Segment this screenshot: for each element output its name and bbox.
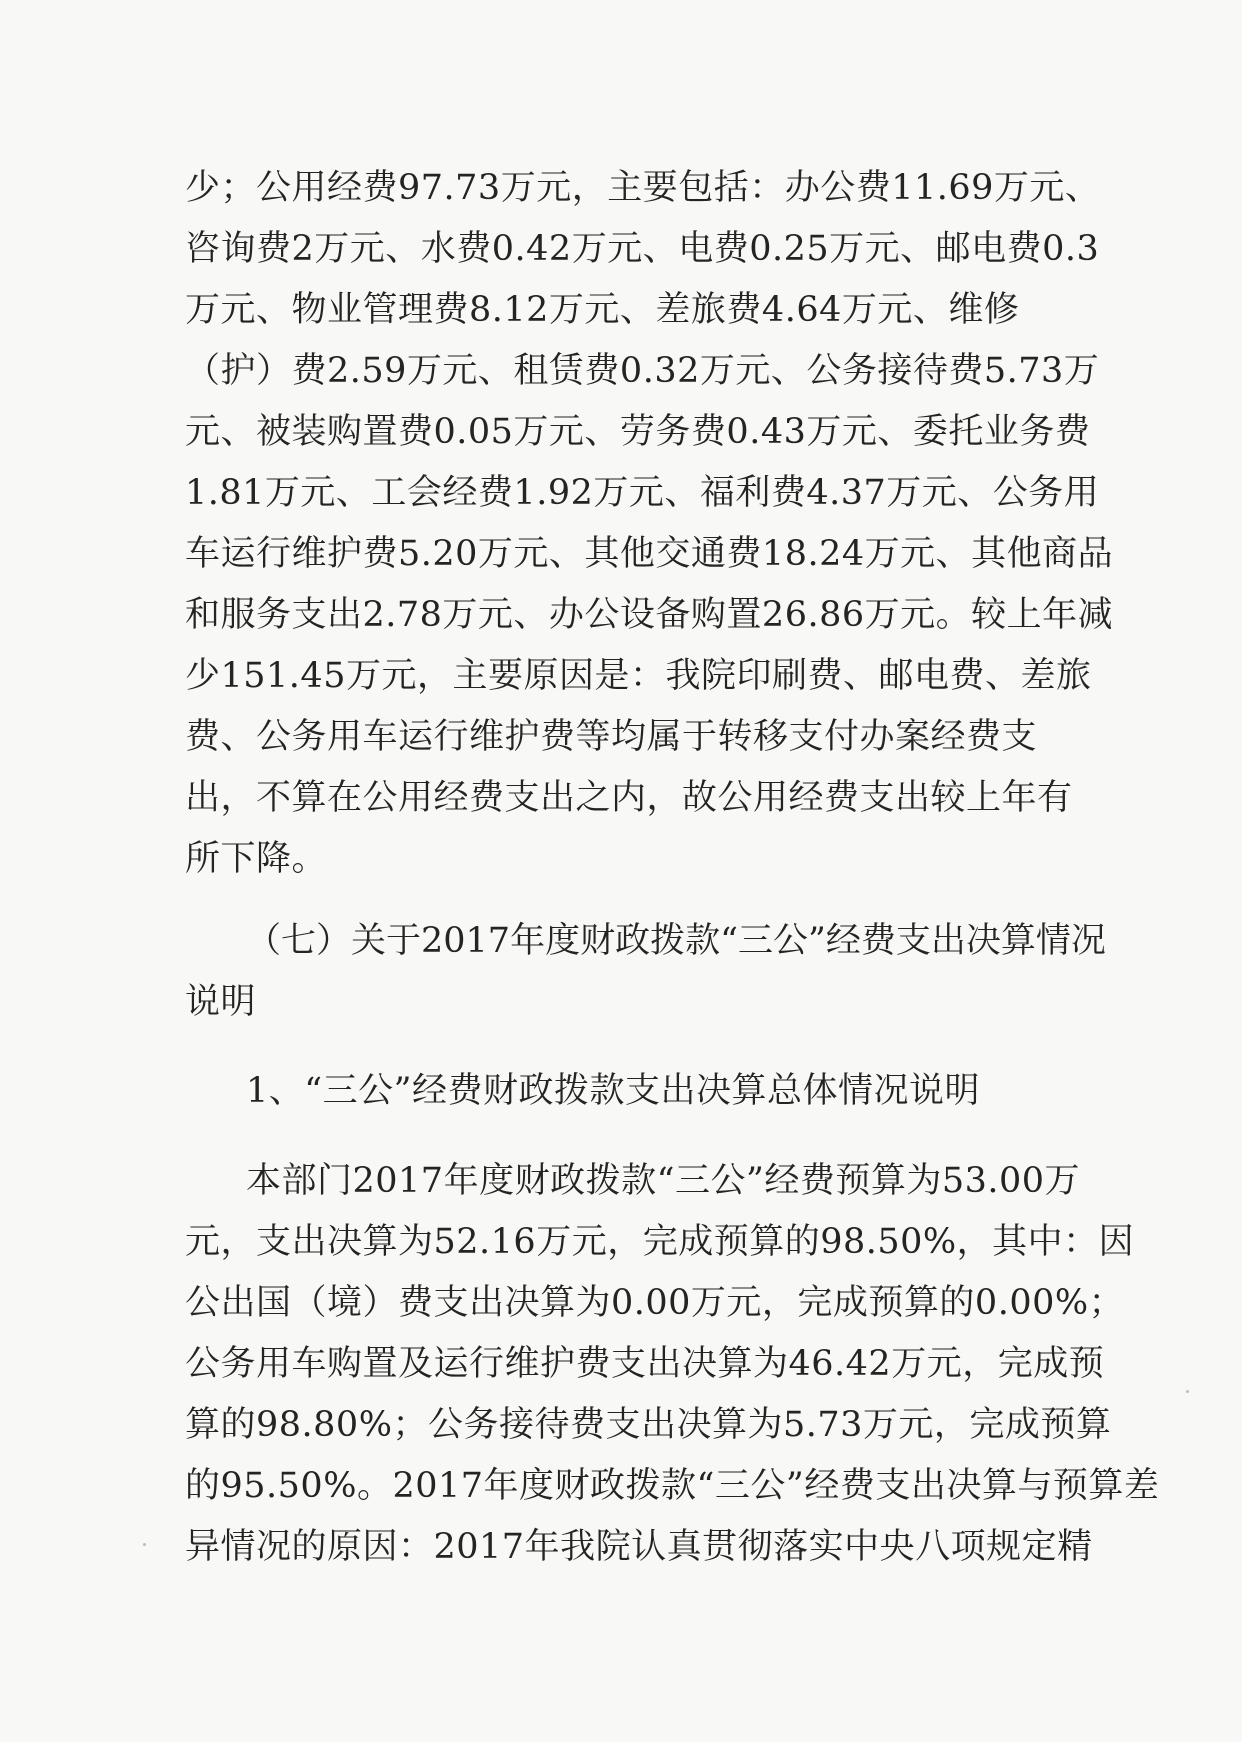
body-line: （护）费2.59万元、租赁费0.32万元、公务接待费5.73万 bbox=[185, 351, 1100, 391]
scan-artifact bbox=[1186, 1390, 1189, 1393]
body-line: 出，不算在公用经费支出之内，故公用经费支出较上年有 bbox=[185, 778, 1073, 818]
body-line: 元、被装购置费0.05万元、劳务费0.43万元、委托业务费 bbox=[185, 412, 1091, 452]
body-line: 公务用车购置及运行维护费支出决算为46.42万元，完成预 bbox=[185, 1344, 1105, 1384]
body-line: 和服务支出2.78万元、办公设备购置26.86万元。较上年减 bbox=[185, 595, 1114, 635]
scan-artifact bbox=[143, 1543, 146, 1546]
body-line: 少；公用经费97.73万元，主要包括：办公费11.69万元、 bbox=[185, 168, 1101, 208]
body-line: 元，支出决算为52.16万元，完成预算的98.50%，其中：因 bbox=[185, 1222, 1135, 1262]
body-line: 1.81万元、工会经费1.92万元、福利费4.37万元、公务用 bbox=[185, 473, 1100, 513]
body-line: 算的98.80%；公务接待费支出决算为5.73万元，完成预算 bbox=[185, 1405, 1112, 1445]
body-line: 所下降。 bbox=[185, 839, 328, 879]
body-line: 少151.45万元，主要原因是：我院印刷费、邮电费、差旅 bbox=[185, 656, 1092, 696]
body-line: 公出国（境）费支出决算为0.00万元，完成预算的0.00%； bbox=[185, 1283, 1125, 1323]
body-line: 费、公务用车运行维护费等均属于转移支付办案经费支 bbox=[185, 717, 1038, 757]
body-line: 本部门2017年度财政拨款“三公”经费预算为53.00万 bbox=[246, 1161, 1081, 1201]
subsection-heading: 1、“三公”经费财政拨款支出决算总体情况说明 bbox=[246, 1071, 981, 1111]
body-line: 车运行维护费5.20万元、其他交通费18.24万元、其他商品 bbox=[185, 534, 1114, 574]
body-line: 万元、物业管理费8.12万元、差旅费4.64万元、维修 bbox=[185, 290, 1020, 330]
body-line: 的95.50%。2017年度财政拨款“三公”经费支出决算与预算差 bbox=[185, 1466, 1160, 1506]
body-line: 咨询费2万元、水费0.42万元、电费0.25万元、邮电费0.3 bbox=[185, 229, 1100, 269]
section-heading: （七）关于2017年度财政拨款“三公”经费支出决算情况 bbox=[246, 921, 1106, 961]
section-heading-continued: 说明 bbox=[185, 982, 257, 1022]
body-line: 异情况的原因：2017年我院认真贯彻落实中央八项规定精 bbox=[185, 1527, 1093, 1567]
